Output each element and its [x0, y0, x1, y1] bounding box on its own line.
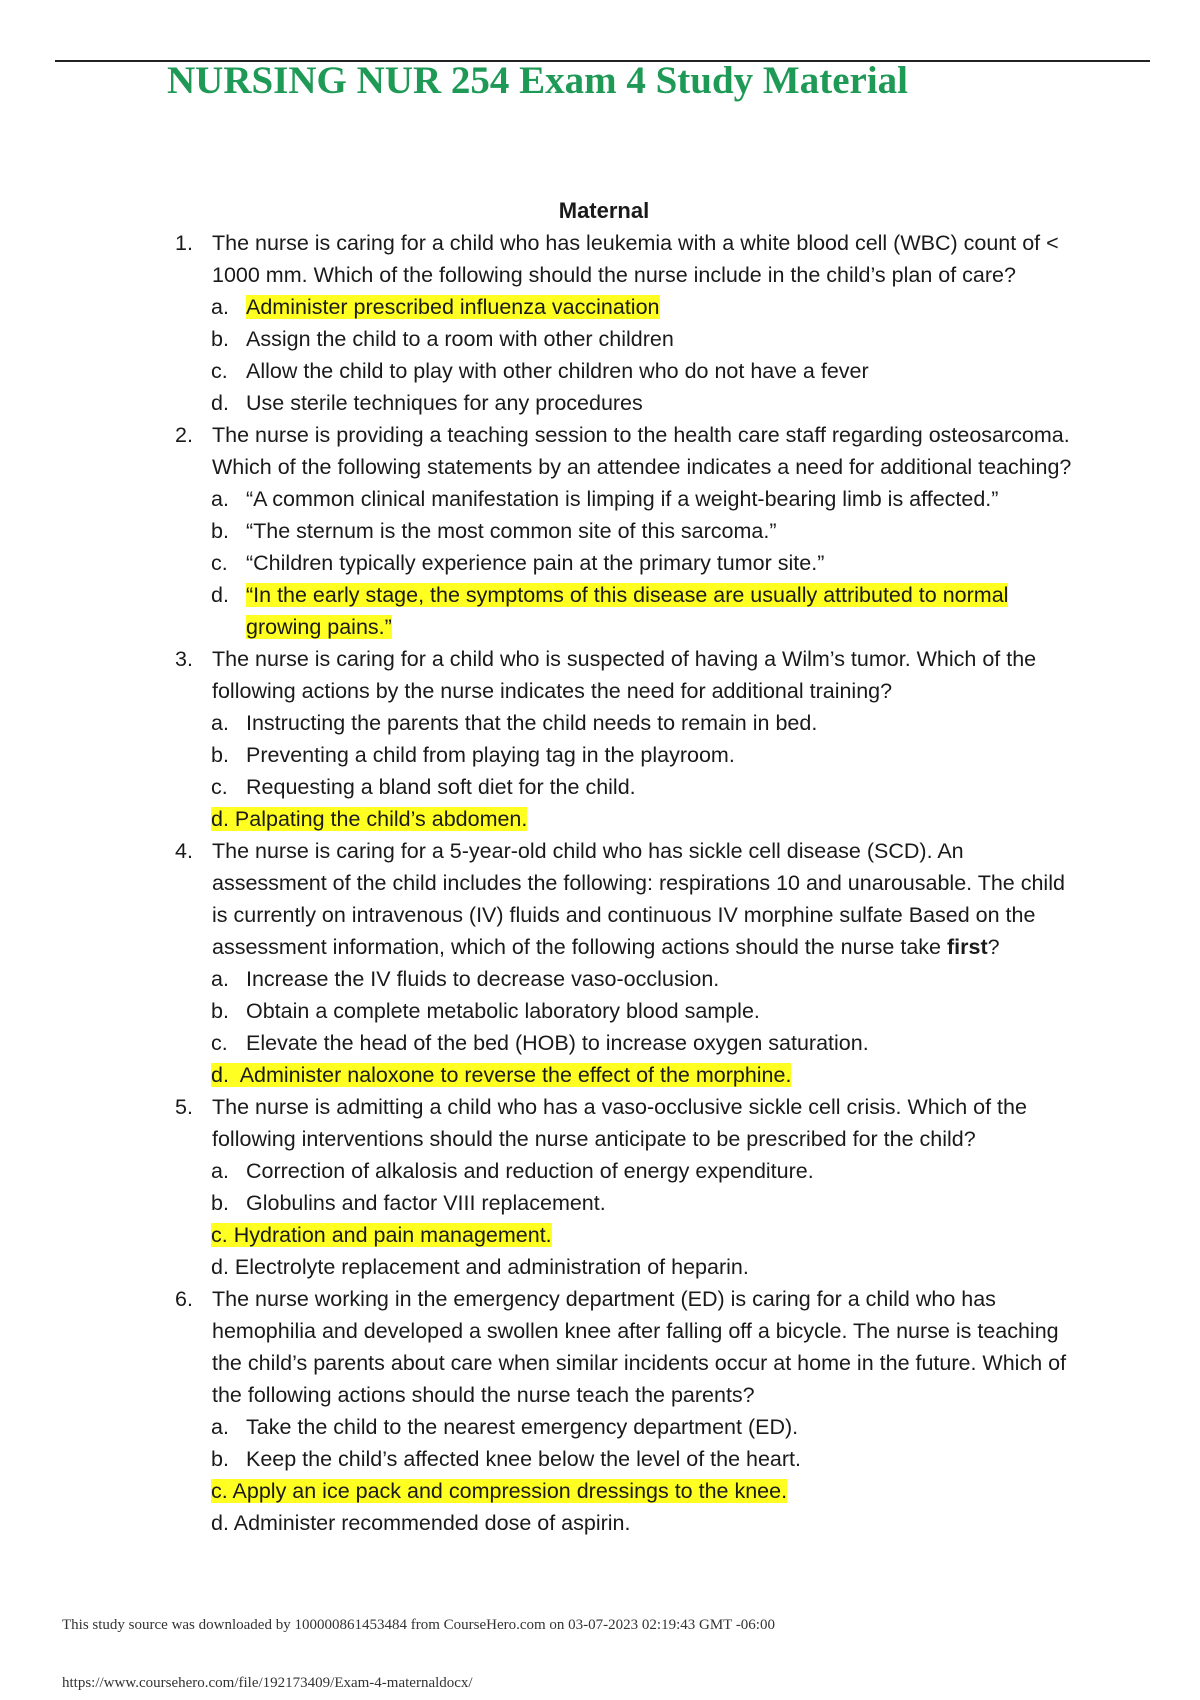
- option-text: Obtain a complete metabolic laboratory blood sample.: [246, 999, 760, 1023]
- option-text: Use sterile techniques for any procedures: [246, 391, 643, 415]
- option-text: Requesting a bland soft diet for the child.: [246, 775, 636, 799]
- option-text: Administer recommended dose of aspirin.: [233, 1511, 631, 1535]
- section-heading-label: Maternal: [558, 198, 650, 223]
- option-2a: [211, 483, 1075, 515]
- option-text: Elevate the head of the bed (HOB) to increase oxygen saturation.: [246, 1031, 869, 1055]
- option-text: Take the child to the nearest emergency department (ED).: [246, 1415, 799, 1439]
- option-letter: d.: [211, 1063, 229, 1087]
- document-title: NURSING NUR 254 Exam 4 Study Material: [167, 59, 908, 102]
- option-letter: c.: [211, 1479, 228, 1503]
- option-letter: b.: [211, 1447, 229, 1471]
- option-text: “The sternum is the most common site of this sarcoma.”: [246, 519, 777, 543]
- option-6a: [211, 1411, 1075, 1443]
- option-text-highlighted: Apply an ice pack and compression dressings to the knee.: [232, 1479, 788, 1503]
- question-text: The nurse is admitting a child who has a vaso-occlusive sickle cell crisis. Which of the following interventions should the nurse anticipate to be prescribed for the child?: [212, 1095, 1027, 1151]
- option-letter: d.: [211, 391, 229, 415]
- question-text: The nurse is caring for a child who is suspected of having a Wilm’s tumor. Which of the following actions by the nurse indicates the need for additional training?: [212, 647, 1037, 703]
- question-5: [175, 1091, 1075, 1155]
- option-5d: [211, 1251, 1075, 1283]
- option-highlight: [211, 1223, 552, 1247]
- option-6c: [211, 1475, 1075, 1507]
- question-list: [175, 227, 1075, 1539]
- option-letter: c.: [211, 775, 228, 799]
- option-letter: b.: [211, 999, 229, 1023]
- option-1a: [211, 291, 1075, 323]
- option-letter: a.: [211, 1159, 229, 1183]
- option-letter: b.: [211, 1191, 229, 1215]
- option-letter: c.: [211, 1223, 228, 1247]
- option-highlight: [211, 807, 527, 831]
- option-4a: [211, 963, 1075, 995]
- question-4: [175, 835, 1075, 963]
- option-text: “Children typically experience pain at the primary tumor site.”: [246, 551, 825, 575]
- option-letter: d.: [211, 1255, 229, 1279]
- option-text: “A common clinical manifestation is limping if a weight-bearing limb is affected.”: [246, 487, 999, 511]
- option-1b: [211, 323, 1075, 355]
- question-6: [175, 1283, 1075, 1411]
- option-letter: c.: [211, 1031, 228, 1055]
- question-number: 6.: [175, 1287, 193, 1311]
- question-text: The nurse working in the emergency department (ED) is caring for a child who has hemophilia and developed a swollen knee after falling off a bicycle. The nurse is teaching the child’s parents about care when similar incidents occur at home in the future. Which of the following actions should the nurse teach the parents?: [212, 1287, 1067, 1407]
- option-letter: a.: [211, 967, 229, 991]
- option-text: Keep the child’s affected knee below the level of the heart.: [246, 1447, 802, 1471]
- option-letter: b.: [211, 743, 229, 767]
- option-text: Allow the child to play with other children who do not have a fever: [246, 359, 869, 383]
- option-letter: d.: [211, 1511, 229, 1535]
- option-4c: [211, 1027, 1075, 1059]
- option-5b: [211, 1187, 1075, 1219]
- option-letter: c.: [211, 359, 228, 383]
- option-3a: [211, 707, 1075, 739]
- option-letter: b.: [211, 519, 229, 543]
- option-1d: [211, 387, 1075, 419]
- option-text-highlighted: “In the early stage, the symptoms of this disease are usually attributed to normal growing pains.”: [246, 583, 1009, 639]
- option-4b: [211, 995, 1075, 1027]
- option-5c: [211, 1219, 1075, 1251]
- question-number: 2.: [175, 423, 193, 447]
- option-3b: [211, 739, 1075, 771]
- option-letter: a.: [211, 711, 229, 735]
- option-highlight: [211, 1063, 791, 1087]
- question-end: ?: [987, 935, 1000, 959]
- option-text: Increase the IV fluids to decrease vaso-occlusion.: [246, 967, 720, 991]
- option-4d: [211, 1059, 1075, 1091]
- question-emphasis: first: [947, 935, 988, 959]
- option-highlight: [211, 1479, 787, 1503]
- question-2: [175, 419, 1075, 483]
- option-6d: [211, 1507, 1075, 1539]
- option-letter: a.: [211, 1415, 229, 1439]
- option-text: Instructing the parents that the child needs to remain in bed.: [246, 711, 818, 735]
- option-letter: d.: [211, 583, 229, 607]
- option-text: Correction of alkalosis and reduction of energy expenditure.: [246, 1159, 814, 1183]
- option-5a: [211, 1155, 1075, 1187]
- option-letter: a.: [211, 295, 229, 319]
- option-3d: [211, 803, 1075, 835]
- option-text: Preventing a child from playing tag in the playroom.: [246, 743, 735, 767]
- option-text: Assign the child to a room with other children: [246, 327, 674, 351]
- question-number: 1.: [175, 231, 193, 255]
- option-6b: [211, 1443, 1075, 1475]
- question-text: The nurse is caring for a 5-year-old child who has sickle cell disease (SCD). An assessment of the child includes the following: respirations 10 and unarousable. The child is currently on intravenous (IV) fluids and continuous IV morphine sulfate Based on the assessment information, which of the following actions should the nurse take: [212, 839, 1065, 959]
- question-number: 5.: [175, 1095, 193, 1119]
- option-1c: [211, 355, 1075, 387]
- download-notice: This study source was downloaded by 100000861453484 from CourseHero.com on 03-07-2023 02:19:43 GMT -06:00: [62, 1617, 775, 1633]
- option-2d: [211, 579, 1075, 643]
- option-letter: b.: [211, 327, 229, 351]
- option-text: Globulins and factor VIII replacement.: [246, 1191, 606, 1215]
- question-text: The nurse is caring for a child who has leukemia with a white blood cell (WBC) count of < 1000 mm. Which of the following should the nurse include in the child’s plan of care?: [212, 231, 1059, 287]
- option-text-highlighted: Administer prescribed influenza vaccination: [246, 295, 660, 319]
- question-number: 3.: [175, 647, 193, 671]
- question-number: 4.: [175, 839, 193, 863]
- option-letter: a.: [211, 487, 229, 511]
- option-letter: d.: [211, 807, 229, 831]
- option-text: Electrolyte replacement and administration of heparin.: [234, 1255, 749, 1279]
- source-url-link[interactable]: https://www.coursehero.com/file/192173409/Exam-4-maternaldocx/: [62, 1675, 473, 1691]
- question-1: [175, 227, 1075, 291]
- option-3c: [211, 771, 1075, 803]
- question-text: The nurse is providing a teaching session to the health care staff regarding osteosarcoma. Which of the following statements by an attendee indicates a need for additional teaching?: [212, 423, 1072, 479]
- option-2b: [211, 515, 1075, 547]
- option-text-highlighted: Hydration and pain management.: [233, 1223, 552, 1247]
- section-heading: [0, 198, 1200, 224]
- option-text-highlighted: Administer naloxone to reverse the effect of the morphine.: [239, 1063, 792, 1087]
- option-letter: c.: [211, 551, 228, 575]
- option-text-highlighted: Palpating the child’s abdomen.: [234, 807, 528, 831]
- question-3: [175, 643, 1075, 707]
- option-2c: [211, 547, 1075, 579]
